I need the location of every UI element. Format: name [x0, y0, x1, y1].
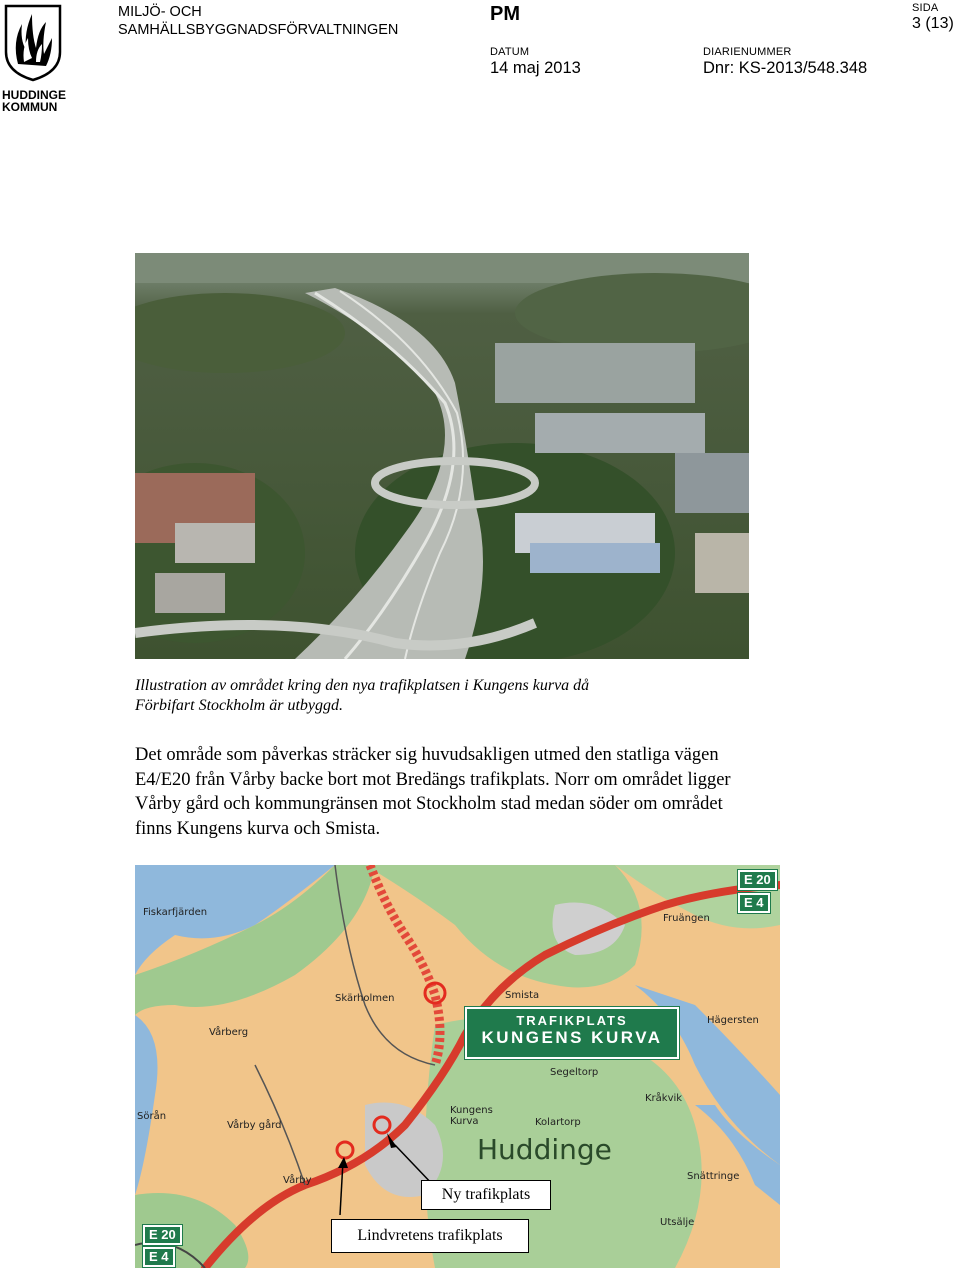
trafikplats-sign — [465, 1007, 679, 1059]
place-hagersten: Hägersten — [707, 1015, 759, 1026]
place-segeltorp: Segeltorp — [550, 1067, 599, 1078]
body-paragraph — [135, 743, 855, 841]
road-sign-e4-bottom: E 4 — [143, 1247, 175, 1267]
diary-block — [703, 46, 867, 78]
caption-line2: Förbifart Stockholm är utbyggd. — [135, 697, 343, 714]
place-sorvan: Sörån — [137, 1111, 167, 1122]
place-kungens-kurva: Kungens Kurva — [450, 1105, 493, 1127]
department-line2: SAMHÄLLSBYGGNADSFÖRVALTNINGEN — [118, 22, 399, 38]
trafikplats-sign-line1: TRAFIKPLATS — [516, 1013, 628, 1028]
department-line1: MILJÖ- OCH — [118, 4, 202, 20]
place-varby-gard: Vårby gård — [227, 1120, 282, 1131]
place-kolartorp: Kolartorp — [535, 1117, 581, 1128]
place-skarholmen: Skärholmen — [335, 993, 395, 1004]
place-varby: Vårby — [283, 1175, 312, 1186]
logo-text-line1: HUDDINGE — [2, 88, 67, 102]
place-snattringe: Snättringe — [687, 1171, 740, 1182]
document-type: PM — [490, 3, 520, 25]
page-number — [912, 2, 954, 33]
page-label: SIDA — [912, 2, 939, 14]
diary-value: Dnr: KS-2013/548.348 — [703, 59, 868, 77]
map-big-label: Huddinge — [477, 1133, 612, 1166]
body-line3: Vårby gård och kommungränsen mot Stockholm stad medan söder om området — [135, 794, 723, 814]
road-sign-e20-bottom: E 20 — [143, 1225, 182, 1245]
logo-text-line2: KOMMUN — [2, 100, 58, 114]
date-label: DATUM — [490, 46, 530, 58]
body-line4: finns Kungens kurva och Smista. — [135, 818, 381, 839]
municipality-logo — [2, 2, 67, 114]
caption-line1: Illustration av området kring den nya trafikplatsen i Kungens kurva då — [135, 677, 590, 694]
date-value: 14 maj 2013 — [490, 59, 581, 77]
diary-label: DIARIENUMMER — [703, 46, 792, 58]
body-line1: Det område som påverkas sträcker sig huvudsakligen utmed den statliga vägen — [135, 745, 719, 765]
trafikplats-sign-line2: KUNGENS KURVA — [481, 1028, 663, 1047]
road-sign-e20-top: E 20 — [738, 870, 777, 890]
page-value: 3 (13) — [912, 15, 954, 32]
callout-lindvreten-interchange: Lindvretens trafikplats — [331, 1219, 529, 1253]
place-krakvik: Kråkvik — [645, 1093, 683, 1104]
department-name — [118, 3, 398, 39]
road-sign-e4-top: E 4 — [738, 893, 770, 913]
place-smista: Smista — [505, 990, 540, 1001]
callout-new-interchange: Ny trafikplats — [421, 1180, 551, 1210]
flame-crest-icon — [2, 2, 64, 82]
aerial-photo — [135, 253, 749, 659]
place-fiskarfjarden: Fiskarfjärden — [143, 907, 208, 918]
figure-caption — [135, 676, 755, 716]
place-utsalje: Utsälje — [660, 1217, 695, 1228]
place-varberg: Vårberg — [209, 1027, 249, 1038]
map — [135, 865, 780, 1268]
date-block — [490, 46, 581, 78]
body-line2: E4/E20 från Vårby backe bort mot Bredängs trafikplats. Norr om området ligger — [135, 769, 731, 790]
place-fruangen: Fruängen — [663, 913, 710, 924]
